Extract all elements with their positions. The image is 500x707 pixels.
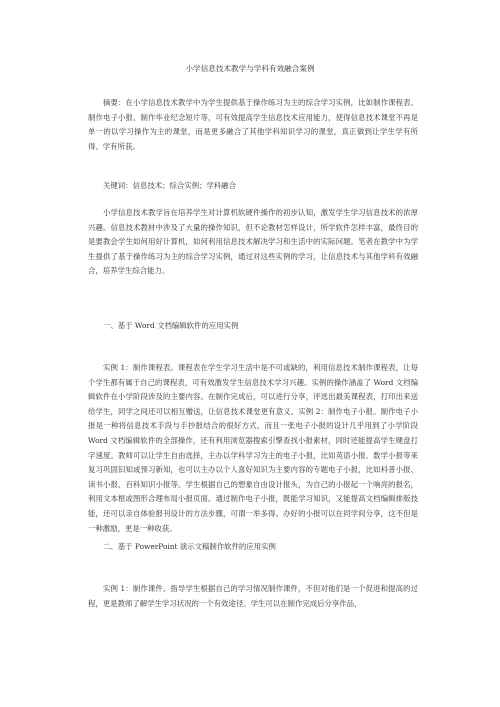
abstract-paragraph: 摘要：在小学信息技术教学中为学生提供基于操作练习为主的综合学习实例，比如制作课程表、制作电子小报、制作毕业纪念短片等，可有效提高学生信息技术应用能力，使得信息技术课堂不再是单一的以学习操作为主的课堂，而是更多融合了其他学科知识学习的课堂，真正做到让学生学有所得、学有所获。 (88, 98, 418, 151)
keywords-line: 关键词：信息技术；综合实例；学科融合 (103, 181, 237, 190)
section-1-paragraph: 实例 1：制作课程表。课程表在学生学习生活中是不可或缺的，利用信息技术制作课程表，让每个学生都有属于自己的课程表，可有效激发学生信息技术学习兴趣。实例的操作涵盖了 Word 文档编辑软件在小学阶段涉及的主要内容。在制作完成后，可以进行分享，评选出最美课程表，打印出来送给学生，同学之间还可以相互赠送，让信息技术课堂更有意义。实例 2：制作电子小报。制作电子小报是一种将信息技术手段与手抄报结合的很好方式，而且一张电子小报的设计几乎用到了小学阶段 Word 文档编辑软件的全部操作，还有利用浏览器搜索引擎查找小报素材，同时还能提高学生键盘打字速度。教师可以让学生自由选择，主办以学科学习为主的电子小报，比如英语小报、数学小报等来复习巩固旧知或预习新知，也可以主办以个人喜好知识为主要内容的专题电子小报，比如科普小报、读书小报、百科知识小报等。学生根据自己的想象自由设计报头，为自己的小报起一个响亮的报名，利用文本框或图形合理布局小报页面。通过制作电子小报，既能学习知识，又能提高文档编辑排版技能，还可以亲自体验报刊设计的方法步骤，可谓一举多得。办好的小报可以在同学间分享，这不但是一种激励，更是一种收获。 (88, 363, 418, 533)
section-2-heading: 二、基于 PowerPoint 演示文稿制作软件的应用实例 (103, 542, 276, 551)
section-2-paragraph: 实例 1：制作课件。指导学生根据自己的学习情况制作课件，不但对他们是一个促进和提高的过程，更是教师了解学生学习状况的一个有效途径。学生可以在制作完成后分享作品， (88, 584, 418, 608)
intro-paragraph: 小学信息技术教学旨在培养学生对计算机软硬件操作的初步认知，激发学生学习信息技术的浓厚兴趣。信息技术教材中涉及了大量的操作知识，但不论教材怎样设计，所学软件怎样丰富，最终目的是要教会学生如何用好计算机，如何利用信息技术解决学习和生活中的实际问题。笔者在教学中为学生提供了基于操作练习为主的综合学习实例，通过对这些实例的学习，让信息技术与其他学科有效融合，培养学生综合能力。 (88, 208, 418, 276)
document-title: 小学信息技术教学与学科有效融合案例 (185, 64, 315, 73)
section-1-heading: 一、基于 Word 文档编辑软件的应用实例 (103, 321, 239, 330)
